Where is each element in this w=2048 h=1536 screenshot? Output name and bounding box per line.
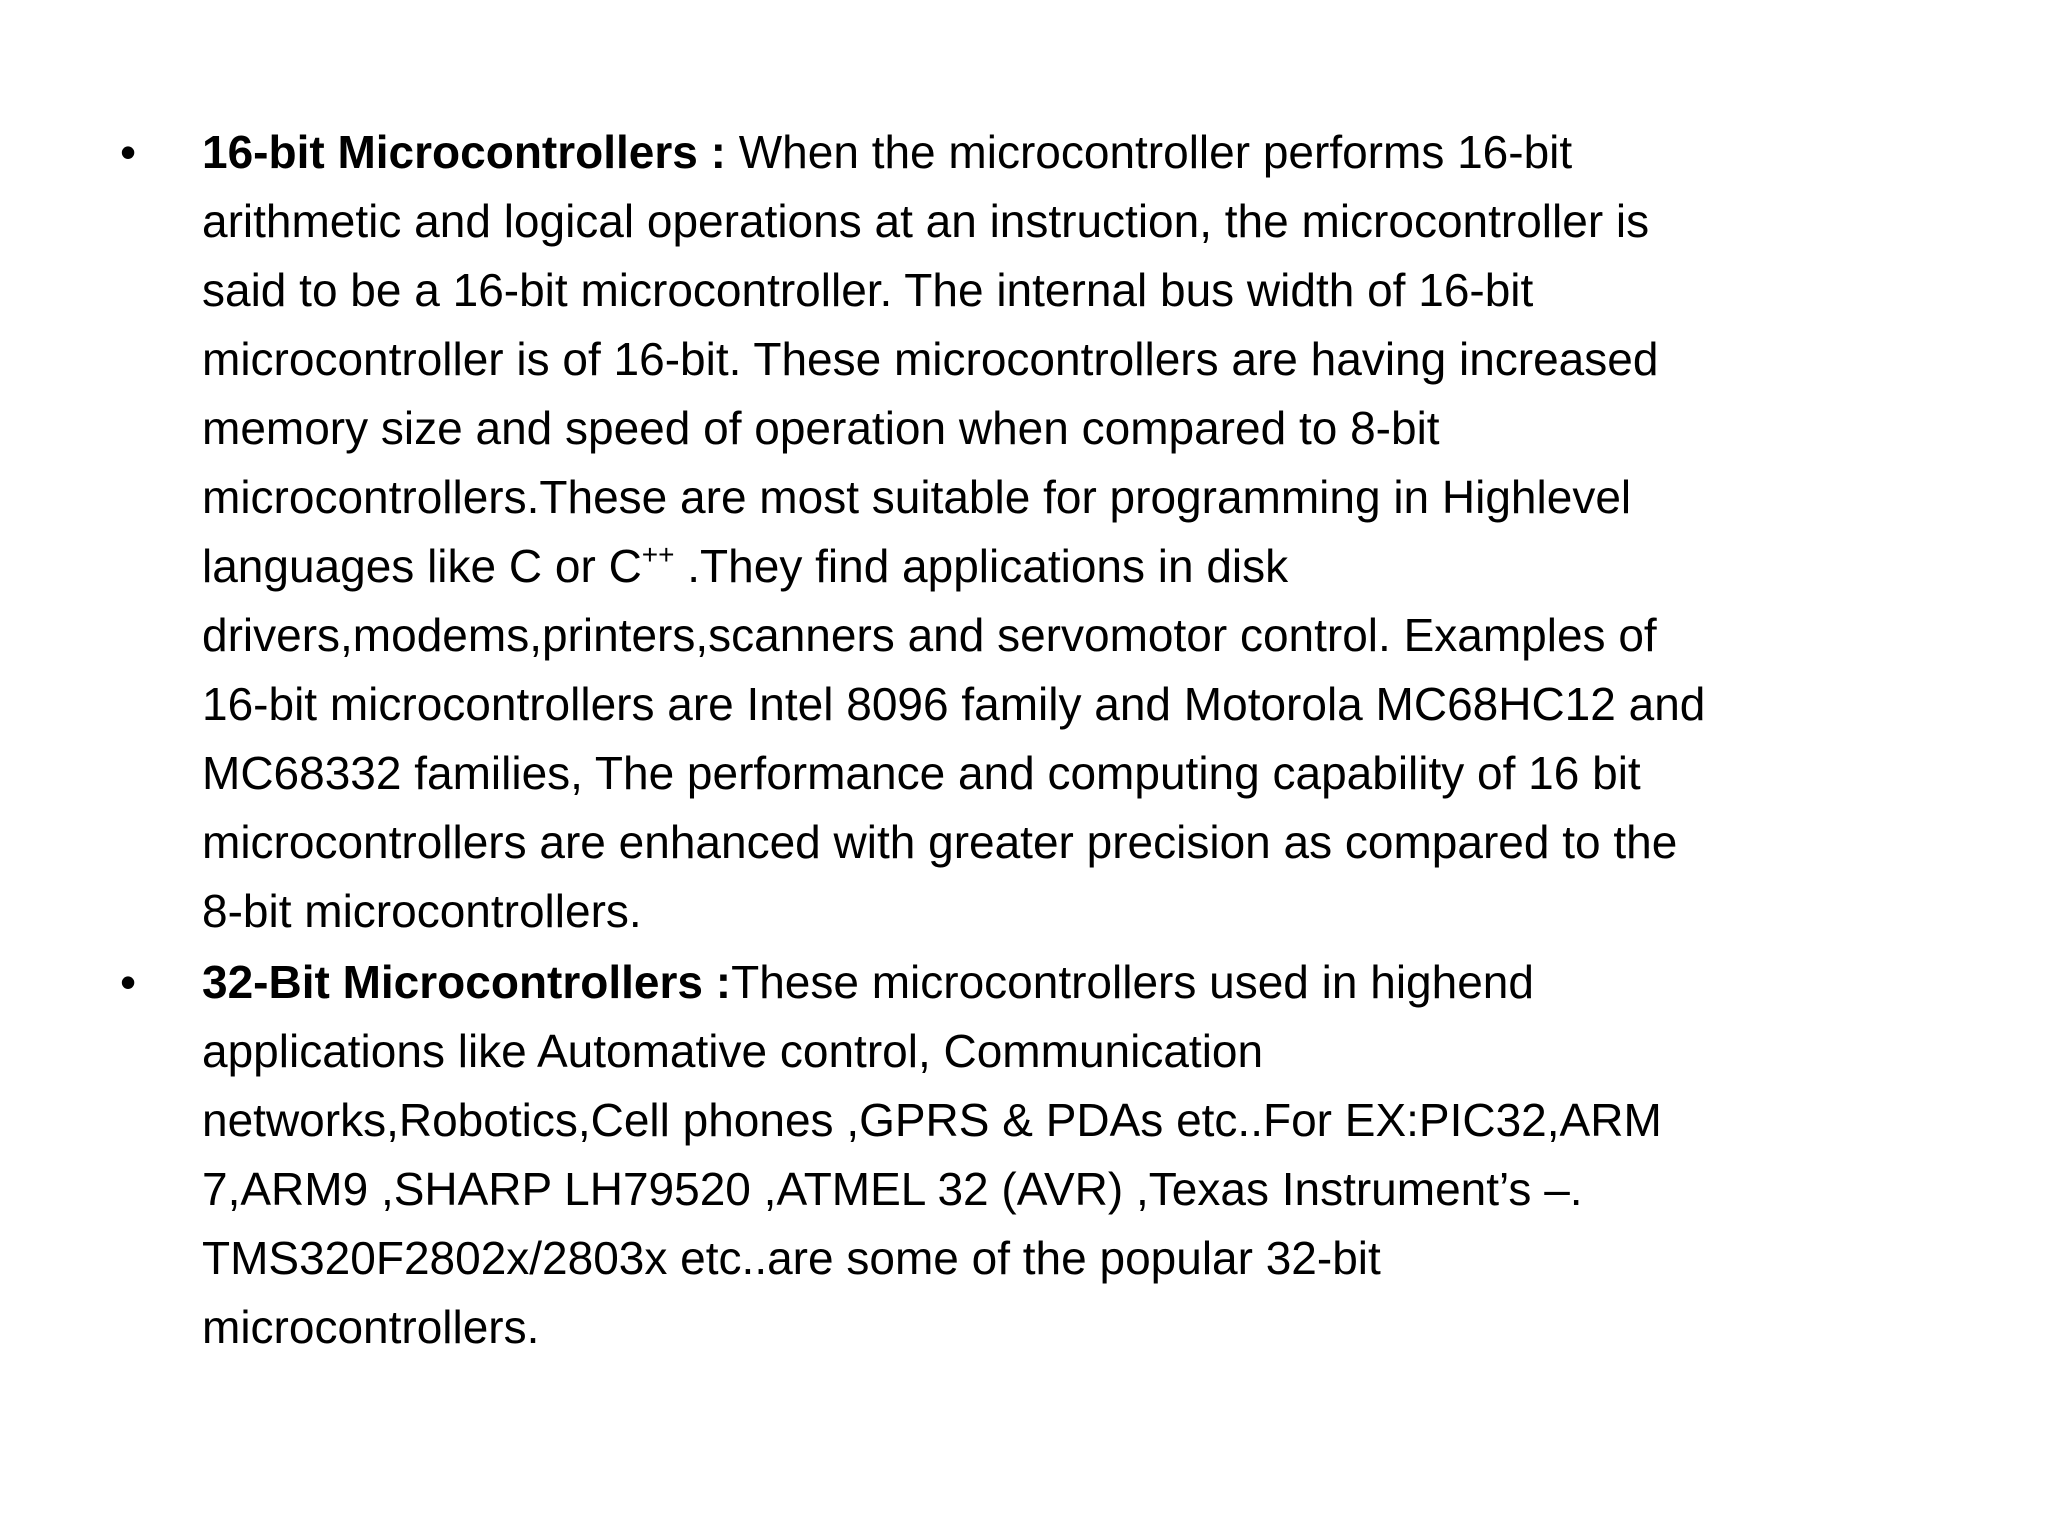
bullet-item-16-bit	[120, 118, 1940, 946]
bullet-heading-16-bit: 16-bit Microcontrollers :	[202, 126, 726, 178]
bullet-heading-32-bit: 32-Bit Microcontrollers :	[202, 956, 732, 1008]
bullet-dot-icon: •	[120, 126, 137, 178]
superscript-plus-plus: ++	[641, 539, 675, 570]
bullet-list	[120, 118, 1940, 1362]
bullet-body-32-bit: These microcontrollers used in highend applications like Automative control, Communication networks,Robotics,Cell phones ,GPRS & PDAs etc..For EX:PIC32,ARM 7,ARM9 ,SHARP LH79520 ,ATMEL 32 (AVR) ,Texas Instrument’s –. TMS320F2802x/2803x etc..are some of the popular 32-bit microcontrollers.	[202, 956, 1662, 1353]
bullet-body-16-bit-part2: .They find applications in disk drivers,modems,printers,scanners and servomotor control. Examples of 16-bit microcontrollers are Intel 8096 family and Motorola MC68HC12 and MC68332 families, The performance and computing capability of 16 bit microcontrollers are enhanced with greater precision as compared to the 8-bit microcontrollers.	[202, 540, 1706, 937]
bullet-body-16-bit-part1: When the microcontroller performs 16-bit arithmetic and logical operations at an instruction, the microcontroller is said to be a 16-bit microcontroller. The internal bus width of 16-bit microcontroller is of 16-bit. These microcontrollers are having increased memory size and speed of operation when compared to 8-bit microcontrollers.These are most suitable for programming in Highlevel languages like C or C	[202, 126, 1659, 592]
bullet-dot-icon: •	[120, 956, 137, 1008]
bullet-item-32-bit	[120, 948, 1940, 1362]
